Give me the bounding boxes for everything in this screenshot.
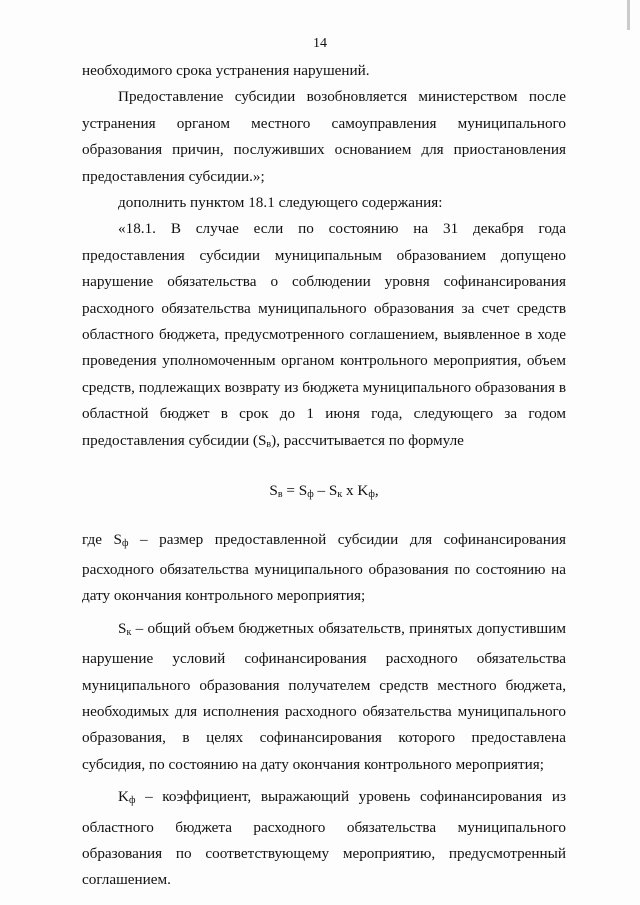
formula-term: K — [357, 482, 369, 500]
formula-operator: – — [313, 482, 329, 500]
definition-term: K — [118, 788, 129, 806]
paragraph-resumption: Предоставление субсидии возобновляется министерством после устранения органом местного самоуправления муниципального образования причин, послуживших основанием для приостановления предоставления субсидии.»; — [82, 88, 566, 185]
scan-artifact — [627, 0, 630, 30]
definition-text: – размер предоставленной субсидии для софинансирования расходного обязательства муниципального образования по состоянию на дату окончания контрольного мероприятия; — [82, 530, 566, 605]
paragraph-18-1-text: «18.1. В случае если по состоянию на 31 декабря года предоставления субсидии муниципальным образованием допущено нарушение обязательства о соблюдении уровня софинансирования расходного обязательства муниципального образования за счет средств областного бюджета, предусмотренного соглашением, выявленное в ходе проведения уполномоченным органом контрольного мероприятия, объем средств, подлежащих возврату из бюджета муниципального образования в областной бюджет в срок до 1 июня года, следующего за годом предоставления субсидии (S — [82, 220, 566, 449]
paragraph-18-1-tail: ), рассчитывается по формуле — [271, 431, 464, 449]
paragraph-amendment-intro: дополнить пунктом 18.1 следующего содержания: — [118, 194, 443, 212]
paragraph-continuation: необходимого срока устранения нарушений. — [82, 62, 370, 79]
document-body — [82, 58, 566, 894]
formula-subscript: в — [277, 489, 283, 501]
definition-text: – коэффициент, выражающий уровень софинансирования из областного бюджета расходного обязательства муниципального образования по соответствующему мероприятию, предусмотренный соглашением. — [82, 788, 566, 889]
formula-subscript: ф — [368, 489, 375, 501]
formula — [82, 478, 566, 508]
formula-operator: = — [282, 482, 299, 500]
definition-s-k — [82, 616, 566, 778]
definition-subscript: к — [126, 626, 132, 638]
page-number: 14 — [313, 36, 327, 51]
paragraph-18-1 — [82, 216, 566, 458]
formula-term: S — [298, 482, 308, 500]
definition-subscript: ф — [128, 795, 136, 807]
formula-term: S — [328, 482, 338, 500]
formula-term: S — [269, 482, 278, 500]
formula-subscript: к — [337, 489, 343, 501]
definition-text: – общий объем бюджетных обязательств, принятых допустившим нарушение условий софинансирования расходного обязательства муниципального образования получателем средств местного бюджета, необходимых для исполнения расходного обязательства муниципального образования, в целях софинансирования которого предоставлена субсидия, по состоянию на дату окончания контрольного мероприятия; — [82, 619, 566, 773]
definition-subscript: ф — [121, 537, 129, 549]
formula-punctuation: , — [374, 482, 379, 500]
subscript: в — [266, 438, 272, 450]
definition-s-f — [82, 527, 566, 610]
definition-term: где S — [82, 530, 122, 548]
formula-operator: x — [342, 482, 358, 500]
formula-subscript: ф — [307, 489, 314, 501]
definition-k-f — [82, 784, 566, 894]
definition-term: S — [118, 619, 127, 637]
